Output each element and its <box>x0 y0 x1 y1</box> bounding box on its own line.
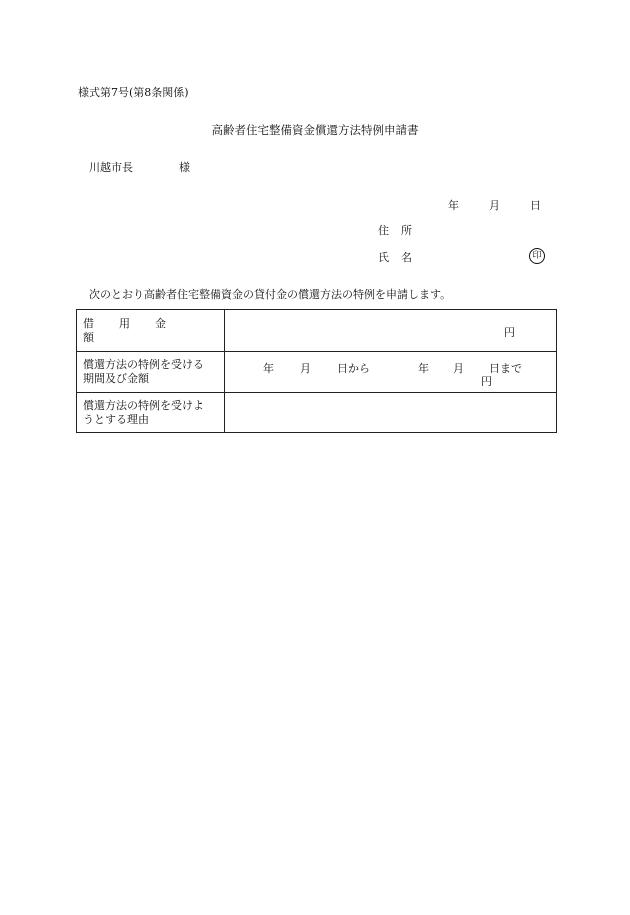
special-period-label-line1: 償還方法の特例を受ける <box>83 358 204 371</box>
reason-field[interactable] <box>225 393 557 433</box>
loan-amount-label: 借用金額 <box>77 310 225 352</box>
document-title: 高齢者住宅整備資金償還方法特例申請書 <box>211 123 419 137</box>
period-from-day: 日から <box>337 362 370 375</box>
reason-label-line2: うとする理由 <box>83 412 149 426</box>
table-row <box>77 310 557 352</box>
period-to-month: 月 <box>453 362 464 375</box>
table-row <box>77 393 557 433</box>
reason-label-line1: 償還方法の特例を受けよ <box>83 398 204 412</box>
period-from-year: 年 <box>263 362 274 375</box>
period-amount-unit: 円 <box>481 375 492 388</box>
addressee <box>89 162 190 173</box>
addressee-name: 川越市長 <box>89 161 133 174</box>
reason-label <box>77 393 225 433</box>
special-period-label <box>77 352 225 393</box>
period-to-day: 日まで <box>489 362 522 375</box>
addressee-honorific: 様 <box>179 161 190 174</box>
application-date <box>448 200 541 211</box>
loan-amount-unit: 円 <box>504 326 515 339</box>
date-month-label: 月 <box>489 199 500 212</box>
period-from-month: 月 <box>300 362 311 375</box>
date-year-label: 年 <box>448 199 459 212</box>
address-label: 住所 <box>378 224 424 237</box>
application-statement: 次のとおり高齢者住宅整備資金の貸付金の償還方法の特例を申請します。 <box>89 288 452 301</box>
period-to-year: 年 <box>418 362 429 375</box>
special-period-label-line2: 期間及び金額 <box>83 372 149 385</box>
form-number: 様式第7号(第8条関係) <box>78 86 189 99</box>
loan-amount-field[interactable] <box>225 310 557 352</box>
special-period-field[interactable] <box>225 352 557 393</box>
table-row <box>77 352 557 393</box>
application-table <box>76 309 557 433</box>
date-day-label: 日 <box>530 199 541 212</box>
seal-mark: 印 <box>529 248 545 264</box>
name-label: 氏名 <box>378 251 424 264</box>
